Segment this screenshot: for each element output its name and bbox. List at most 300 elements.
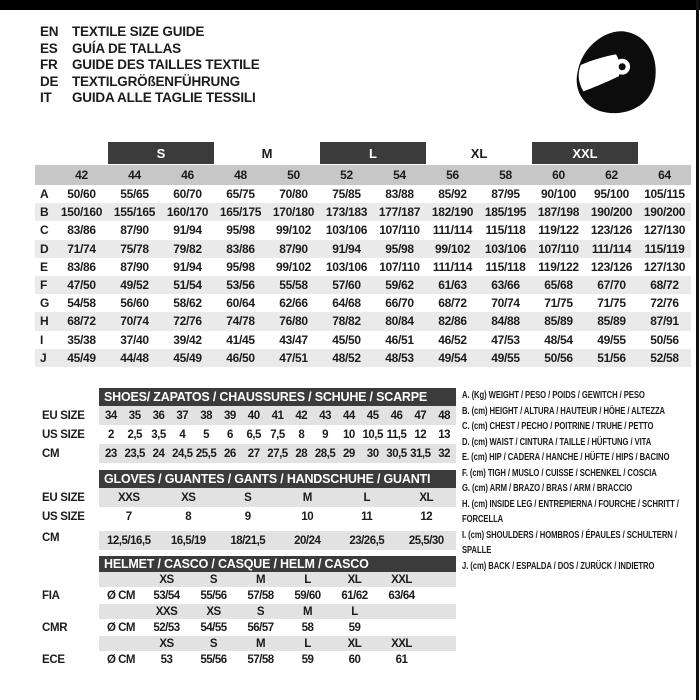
- size-value: 48: [438, 409, 450, 422]
- size-number: 60: [552, 168, 565, 182]
- helmet-size-band-line: [35, 572, 456, 587]
- size-value: 9: [322, 428, 329, 441]
- size-value: 99/102: [435, 241, 470, 256]
- size-value: 32: [438, 447, 450, 460]
- size-value: 95/98: [226, 223, 255, 238]
- size-number: 64: [658, 168, 671, 182]
- size-value: 71/75: [544, 296, 573, 311]
- size-value: 12: [414, 428, 427, 441]
- size-label: XL: [347, 573, 362, 586]
- language-label: TEXTILE SIZE GUIDE: [72, 24, 205, 39]
- shoes-section-header: SHOES/ ZAPATOS / CHAUSSURES / SCHUHE / SCARPE: [99, 388, 456, 406]
- language-row: [40, 24, 260, 41]
- language-row: [40, 41, 260, 58]
- size-label: M: [302, 605, 313, 618]
- row-letter: H: [40, 314, 49, 329]
- legend-item: D. (cm) WAIST / CINTURA / TAILLE / HÜFTUNG / VITA: [462, 435, 652, 448]
- gloves-values: [99, 488, 456, 507]
- size-label: XXL: [391, 637, 412, 650]
- size-value: 63/64: [388, 589, 415, 602]
- helmet-size-band: [99, 636, 456, 651]
- size-label: XS: [159, 637, 174, 650]
- size-value: 111/114: [432, 223, 473, 238]
- size-number: 52: [340, 168, 353, 182]
- size-value: 68/72: [438, 296, 467, 311]
- helmet-section-header: HELMET / CASCO / CASQUE / HELM / CASCO: [99, 556, 456, 572]
- size-label: XXL: [391, 573, 412, 586]
- size-value: 25,5: [195, 447, 217, 460]
- size-value: 107/110: [379, 223, 420, 238]
- gloves-values: [99, 507, 456, 526]
- diameter-label: Ø CM: [106, 621, 136, 634]
- size-value: XXS: [117, 491, 140, 504]
- size-label: S: [256, 605, 265, 618]
- size-value: 26: [223, 447, 236, 460]
- size-value: 95/100: [594, 187, 629, 202]
- size-value: 10: [342, 428, 355, 441]
- shoes-values: [99, 406, 456, 425]
- size-value: 103/106: [325, 259, 368, 274]
- size-number: 50: [287, 168, 300, 182]
- row-label: CM: [42, 447, 60, 460]
- size-value: 79/82: [173, 241, 202, 256]
- size-value: 3,5: [151, 428, 166, 441]
- spacer: [35, 556, 99, 572]
- size-value: 42: [295, 409, 308, 422]
- size-value: 25,5/30: [408, 534, 444, 547]
- size-value: 24,5: [172, 447, 193, 460]
- size-value: 46: [390, 409, 403, 422]
- shoes-row: [35, 406, 456, 425]
- size-value: 58: [301, 621, 314, 634]
- size-value: 23: [105, 447, 117, 460]
- size-value: 103/106: [484, 241, 527, 256]
- size-value: 83/86: [226, 241, 255, 256]
- size-value: 38: [200, 409, 212, 422]
- size-label: L: [304, 637, 311, 650]
- size-value: 41: [271, 409, 284, 422]
- standard-label: FIA: [42, 589, 60, 602]
- size-value: 83/88: [385, 187, 414, 202]
- language-label: GUIDE DES TAILLES TEXTILE: [72, 57, 260, 72]
- legend-item: F. (cm) TIGH / MUSLO / CUISSE / SCHENKEL / COSCIA: [462, 466, 657, 479]
- helmet-values: [99, 587, 456, 604]
- measurement-row-j: [35, 349, 691, 367]
- size-value: 107/110: [379, 259, 420, 274]
- helmet-size-band-line: [35, 636, 456, 651]
- spacer: [35, 470, 99, 488]
- size-number: 46: [181, 168, 194, 182]
- size-value: 61: [395, 653, 408, 666]
- size-value: 59: [301, 653, 314, 666]
- spacer: [35, 636, 99, 651]
- size-value: 60/64: [226, 296, 255, 311]
- size-value: 76/80: [279, 314, 308, 329]
- diameter-label: Ø CM: [106, 589, 136, 602]
- size-value: 61/63: [438, 278, 467, 293]
- size-value: 57/58: [247, 653, 274, 666]
- diameter-label: Ø CM: [106, 653, 136, 666]
- right-frame-line: [696, 0, 699, 700]
- helmet-value-line: [35, 651, 456, 668]
- measurement-row-a: [35, 185, 691, 203]
- size-value: 35/38: [67, 332, 96, 347]
- size-value: 50/56: [650, 332, 679, 347]
- size-number: 54: [393, 168, 406, 182]
- helmet-value-line: [35, 619, 456, 636]
- size-value: 150/160: [60, 205, 103, 220]
- size-value: XL: [419, 491, 434, 504]
- size-value: 190/200: [590, 205, 633, 220]
- size-value: 55/56: [200, 653, 227, 666]
- size-value: 61/62: [341, 589, 368, 602]
- size-value: 111/114: [432, 259, 473, 274]
- size-value: 24: [152, 447, 165, 460]
- size-value: 7,5: [270, 428, 285, 441]
- size-value: 177/187: [378, 205, 421, 220]
- size-value: 23,5: [124, 447, 145, 460]
- size-value: 4: [179, 428, 186, 441]
- size-value: 20/24: [294, 534, 321, 547]
- measurement-row-b: [35, 203, 691, 221]
- measurement-row-d: [35, 240, 691, 258]
- shoes-values: [99, 444, 456, 463]
- measurement-row-g: [35, 294, 691, 312]
- size-value: 185/195: [484, 205, 527, 220]
- size-label: L: [351, 605, 358, 618]
- size-value: 58/62: [173, 296, 202, 311]
- row-letter: C: [40, 223, 49, 238]
- size-band-row: [35, 142, 691, 164]
- size-value: 55/58: [279, 278, 308, 293]
- size-value: 16,5/19: [170, 534, 206, 547]
- size-value: 10: [301, 510, 314, 523]
- size-value: 55/56: [200, 589, 227, 602]
- size-value: 54/58: [67, 296, 96, 311]
- language-code: ES: [40, 40, 58, 56]
- size-value: 43/47: [279, 332, 308, 347]
- size-value: 85/89: [597, 314, 626, 329]
- size-value: 83/86: [67, 223, 96, 238]
- size-value: 64/68: [332, 296, 361, 311]
- size-value: 51/54: [173, 278, 202, 293]
- size-band-m: M: [261, 145, 273, 161]
- size-number: 44: [128, 168, 141, 182]
- size-value: 72/76: [650, 296, 679, 311]
- helmet-size-band-line: [35, 604, 456, 619]
- row-label: US SIZE: [42, 510, 85, 523]
- size-value: 48/54: [544, 332, 573, 347]
- size-value: 49/54: [438, 350, 467, 365]
- row-letter: G: [40, 296, 50, 311]
- row-letter: A: [40, 187, 49, 202]
- size-band-xxl: XXL: [532, 142, 638, 164]
- spacer: [35, 388, 99, 406]
- size-value: 45: [366, 409, 379, 422]
- size-value: 28,5: [314, 447, 336, 460]
- size-value: 6,5: [246, 428, 261, 441]
- size-value: 13: [438, 428, 450, 441]
- size-value: 50/56: [544, 350, 573, 365]
- size-value: 43: [319, 409, 331, 422]
- size-value: 6: [226, 428, 233, 441]
- size-value: 2,5: [127, 428, 142, 441]
- size-value: 56/57: [247, 621, 274, 634]
- size-value: 173/183: [325, 205, 368, 220]
- size-value: 18/21,5: [230, 534, 266, 547]
- row-label: US SIZE: [42, 428, 85, 441]
- size-value: 56/60: [120, 296, 149, 311]
- helmet-values: [99, 651, 456, 668]
- size-value: 70/74: [120, 314, 149, 329]
- size-number: 48: [234, 168, 247, 182]
- size-value: 30,5: [386, 447, 407, 460]
- gloves-row: [35, 488, 456, 507]
- gloves-row: [35, 526, 456, 550]
- size-value: 65/68: [544, 278, 573, 293]
- size-value: 190/200: [643, 205, 686, 220]
- size-value: 57/60: [332, 278, 361, 293]
- size-value: 47/51: [279, 350, 308, 365]
- size-value: 165/175: [219, 205, 262, 220]
- helmet-values: [99, 619, 456, 636]
- size-value: 8: [185, 510, 192, 523]
- size-value: 75/78: [120, 241, 149, 256]
- size-value: 85/89: [544, 314, 573, 329]
- size-value: 46/52: [438, 332, 467, 347]
- size-value: 115/118: [485, 259, 526, 274]
- row-label: CM: [42, 532, 60, 544]
- size-value: 66/70: [385, 296, 414, 311]
- standard-label: ECE: [42, 653, 65, 666]
- size-value: 59/62: [385, 278, 414, 293]
- size-label: S: [209, 573, 218, 586]
- size-value: 160/170: [166, 205, 209, 220]
- size-value: 74/78: [226, 314, 255, 329]
- size-value: 87/90: [120, 259, 149, 274]
- size-value: 45/49: [67, 350, 96, 365]
- standard-label: CMR: [42, 621, 68, 634]
- size-value: 49/52: [120, 278, 149, 293]
- size-value: 49/55: [597, 332, 626, 347]
- size-value: 30: [366, 447, 379, 460]
- size-value: 5: [203, 428, 210, 441]
- size-label: M: [255, 637, 266, 650]
- size-value: L: [363, 491, 371, 504]
- measurement-row-c: [35, 221, 691, 239]
- size-value: 9: [244, 510, 251, 523]
- legend-item: H. (cm) INSIDE LEG / ENTREPIERNA / FOURCHE / SCHRITT / FORCELLA: [462, 497, 679, 525]
- size-value: M: [302, 491, 312, 504]
- textile-size-table: [35, 142, 691, 367]
- size-value: 80/84: [385, 314, 414, 329]
- size-value: 53: [160, 653, 173, 666]
- size-value: 37/40: [120, 332, 149, 347]
- language-row: [40, 90, 260, 107]
- size-number: 42: [75, 168, 88, 182]
- size-value: 123/126: [590, 259, 633, 274]
- size-value: 12,5/16,5: [107, 534, 151, 547]
- measurement-row-i: [35, 331, 691, 349]
- shoes-size-section: [35, 388, 456, 463]
- size-value: 8: [298, 428, 305, 441]
- size-value: 99/102: [276, 223, 311, 238]
- measurement-row-h: [35, 312, 691, 330]
- size-number: 58: [499, 168, 512, 182]
- size-value: 182/190: [431, 205, 474, 220]
- size-value: 91/94: [173, 223, 202, 238]
- size-value: 107/110: [538, 241, 579, 256]
- size-value: 95/98: [226, 259, 255, 274]
- size-value: 47/53: [491, 332, 520, 347]
- helmet-size-section: [35, 556, 456, 668]
- legend-item: B. (cm) HEIGHT / ALTURA / HAUTEUR / HÖHE / ALTEZZA: [462, 404, 666, 417]
- language-row: [40, 57, 260, 74]
- language-code: EN: [40, 24, 59, 39]
- language-code: FR: [40, 57, 58, 72]
- gloves-values: [99, 531, 456, 550]
- size-value: 52/53: [153, 621, 180, 634]
- size-value: 28: [295, 447, 308, 460]
- size-value: 87/91: [650, 314, 679, 329]
- size-value: 68/72: [67, 314, 96, 329]
- size-value: 53/54: [153, 589, 180, 602]
- size-value: 127/130: [643, 223, 686, 238]
- legend-item: E. (cm) HIP / CADERA / HANCHE / HÜFTE / HIPS / BACINO: [462, 451, 670, 463]
- size-value: 60: [348, 653, 361, 666]
- size-value: 91/94: [173, 259, 202, 274]
- shoes-values: [99, 425, 456, 444]
- size-number: 62: [605, 168, 618, 182]
- size-value: 41/45: [226, 332, 255, 347]
- size-value: 12: [420, 510, 433, 523]
- size-value: 83/86: [67, 259, 96, 274]
- size-value: 40: [247, 409, 260, 422]
- size-value: 115/119: [644, 241, 685, 256]
- size-value: 84/88: [491, 314, 520, 329]
- size-number-row: [35, 165, 691, 185]
- size-value: 29: [342, 447, 355, 460]
- size-label: XS: [159, 573, 174, 586]
- helmet-size-band: [99, 572, 456, 587]
- language-title-list: [40, 24, 260, 107]
- measurement-legend: [462, 388, 696, 574]
- size-value: 48/53: [385, 350, 414, 365]
- size-value: 119/122: [538, 223, 579, 238]
- top-frame-bar: [0, 0, 700, 10]
- size-value: S: [244, 491, 252, 504]
- gloves-size-section: [35, 470, 456, 550]
- spacer: [35, 165, 55, 185]
- size-value: 11: [361, 510, 373, 523]
- size-value: 65/75: [226, 187, 255, 202]
- row-letter: I: [40, 332, 44, 347]
- size-label: M: [255, 573, 266, 586]
- size-value: 47/50: [67, 278, 96, 293]
- size-value: 87/90: [120, 223, 149, 238]
- size-value: 103/106: [325, 223, 368, 238]
- shoes-row: [35, 425, 456, 444]
- size-value: 87/90: [279, 241, 308, 256]
- size-value: 10,5: [362, 428, 383, 441]
- size-value: 49/55: [491, 350, 520, 365]
- measurement-row-e: [35, 258, 691, 276]
- row-label: EU SIZE: [42, 491, 85, 504]
- row-letter: F: [40, 278, 48, 293]
- size-band-s: S: [108, 142, 214, 164]
- size-value: 91/94: [332, 241, 361, 256]
- size-value: 111/114: [591, 241, 632, 256]
- row-letter: B: [40, 205, 49, 220]
- language-code: IT: [40, 90, 52, 105]
- size-value: 2: [107, 428, 114, 441]
- size-value: 53/56: [226, 278, 255, 293]
- size-value: 71/75: [597, 296, 626, 311]
- size-value: 75/85: [332, 187, 361, 202]
- size-label: L: [304, 573, 311, 586]
- language-label: TEXTILGRÖßENFÜHRUNG: [72, 73, 240, 89]
- size-value: 70/74: [491, 296, 520, 311]
- size-value: 123/126: [590, 223, 633, 238]
- size-value: 82/86: [438, 314, 467, 329]
- helmet-icon: [572, 22, 660, 122]
- helmet-value-line: [35, 587, 456, 604]
- size-value: 55/65: [120, 187, 149, 202]
- size-value: 87/95: [491, 187, 520, 202]
- size-value: 11,5: [386, 428, 407, 441]
- size-value: 35: [128, 409, 141, 422]
- size-value: 44/48: [120, 350, 149, 365]
- size-value: 127/130: [643, 259, 686, 274]
- size-value: 70/80: [279, 187, 308, 202]
- size-value: 39: [223, 409, 236, 422]
- size-value: 60/70: [173, 187, 202, 202]
- size-value: 45/50: [332, 332, 361, 347]
- size-label: XS: [206, 605, 221, 618]
- size-value: 90/100: [541, 187, 576, 202]
- size-number: 56: [446, 168, 459, 182]
- size-value: 115/118: [485, 223, 526, 238]
- legend-item: A. (Kg) WEIGHT / PESO / POIDS / GEWITCH / PESO: [462, 389, 645, 401]
- size-value: 27,5: [267, 447, 288, 460]
- size-value: 68/72: [650, 278, 679, 293]
- language-code: DE: [40, 73, 59, 89]
- language-row: [40, 74, 260, 91]
- spacer: [35, 604, 99, 619]
- size-value: 52/58: [650, 350, 679, 365]
- size-value: 50/60: [67, 187, 96, 202]
- spacer: [35, 572, 99, 587]
- size-value: 71/74: [67, 241, 96, 256]
- gloves-row: [35, 507, 456, 526]
- measurement-row-f: [35, 276, 691, 294]
- size-value: 105/115: [644, 187, 685, 202]
- size-value: 27: [247, 447, 260, 460]
- size-value: 99/102: [276, 259, 311, 274]
- size-value: 62/66: [279, 296, 308, 311]
- size-value: 47: [414, 409, 427, 422]
- size-value: 95/98: [385, 241, 414, 256]
- size-value: 34: [105, 409, 117, 422]
- size-value: 36: [152, 409, 165, 422]
- size-value: 170/180: [272, 205, 315, 220]
- gloves-section-header: GLOVES / GUANTES / GANTS / HANDSCHUHE / GUANTI: [99, 470, 456, 488]
- size-value: 45/49: [173, 350, 202, 365]
- size-value: 57/58: [247, 589, 274, 602]
- size-value: 78/82: [332, 314, 361, 329]
- legend-item: G. (cm) ARM / BRAZO / BRAS / ARM / BRACCIO: [462, 482, 633, 494]
- size-value: 54/55: [200, 621, 227, 634]
